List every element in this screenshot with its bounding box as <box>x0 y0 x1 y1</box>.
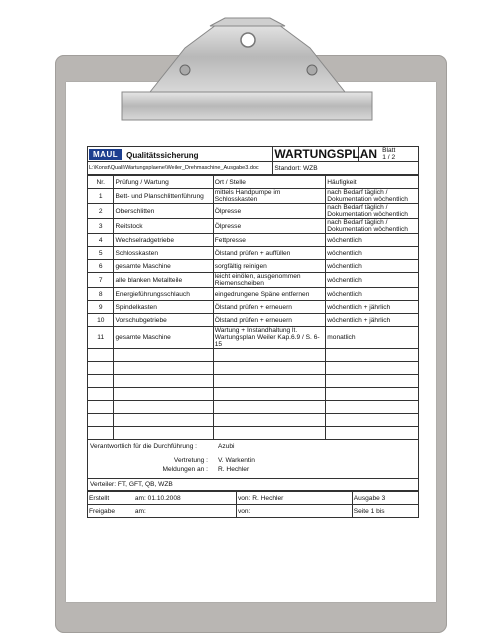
cell-nr: 9 <box>88 301 114 314</box>
cell-haeufigkeit: wöchentlich <box>326 273 419 288</box>
cell-pruefung: gesamte Maschine <box>114 327 213 349</box>
cell-pruefung: Schlosskasten <box>114 247 213 260</box>
cell-ort: mittels Handpumpe im Schlosskasten <box>213 189 326 204</box>
col-header: Ort / Stelle <box>213 176 326 189</box>
table-row <box>88 204 419 219</box>
maintenance-sheet <box>87 146 419 546</box>
verteiler: Verteiler: FT, GFT, QB, WZB <box>90 481 173 488</box>
standort: Standort: WZB <box>273 162 419 175</box>
cell-nr: 10 <box>88 314 114 327</box>
cell-nr: 4 <box>88 234 114 247</box>
cell-ort: eingedrungene Späne entfernen <box>213 288 326 301</box>
cell-nr: 2 <box>88 204 114 219</box>
cell-haeufigkeit: wöchentlich <box>326 247 419 260</box>
empty-row <box>88 362 419 375</box>
ausgabe: Ausgabe 3 <box>352 492 418 505</box>
cell-haeufigkeit: nach Bedarf täglich / Dokumentation wöchentlich <box>326 219 419 234</box>
cell-pruefung: Reitstock <box>114 219 213 234</box>
cell-nr: 3 <box>88 219 114 234</box>
meldungen-label: Meldungen an : <box>162 466 208 473</box>
empty-row <box>88 388 419 401</box>
empty-row <box>88 375 419 388</box>
cell-pruefung: Bett- und Planschlittenführung <box>114 189 213 204</box>
cell-ort: leicht einölen, ausgenommen Riemenscheiben <box>213 273 326 288</box>
vertretung-value: V. Warkentin <box>218 457 255 464</box>
cell-haeufigkeit: monatlich <box>326 327 419 349</box>
col-header: Prüfung / Wartung <box>114 176 213 189</box>
erstellt-label: Erstellt <box>88 492 134 505</box>
page-title: WARTUNGSPLAN <box>274 146 378 161</box>
blatt-label: Blatt <box>382 147 396 154</box>
cell-nr: 1 <box>88 189 114 204</box>
cell-ort: Ölstand prüfen + erneuern <box>213 314 326 327</box>
cell-nr: 11 <box>88 327 114 349</box>
cell-ort: Ölstand prüfen + erneuern <box>213 301 326 314</box>
cell-haeufigkeit: wöchentlich <box>326 288 419 301</box>
cell-pruefung: gesamte Maschine <box>114 260 213 273</box>
table-row <box>88 273 419 288</box>
cell-nr: 8 <box>88 288 114 301</box>
col-header: Nr. <box>88 176 114 189</box>
cell-pruefung: Vorschubgetriebe <box>114 314 213 327</box>
cell-nr: 5 <box>88 247 114 260</box>
table-header-row <box>88 176 419 189</box>
qs-label: Qualitätssicherung <box>126 150 199 160</box>
freigabe-am: am: <box>134 505 237 518</box>
cell-pruefung: Oberschlitten <box>114 204 213 219</box>
erstellt-am: am: 01.10.2008 <box>134 492 237 505</box>
verantwortlich-value: Azubi <box>218 443 235 450</box>
header-table <box>87 146 419 175</box>
seite: Seite 1 bis <box>352 505 418 518</box>
file-path: L:\Konst\Quali\Wartungsplaene\Weiler_Drehmaschine_Ausgabe3.doc <box>88 162 273 175</box>
empty-row <box>88 401 419 414</box>
cell-pruefung: Wechselradgetriebe <box>114 234 213 247</box>
blatt-number: 1 / 2 <box>382 154 396 161</box>
cell-ort: sorgfältig reinigen <box>213 260 326 273</box>
cell-haeufigkeit: wöchentlich <box>326 260 419 273</box>
maul-logo: MAUL <box>89 149 122 160</box>
cell-haeufigkeit: nach Bedarf täglich / Dokumentation wöchentlich <box>326 189 419 204</box>
empty-row <box>88 414 419 427</box>
freigabe-von: von: <box>236 505 352 518</box>
table-row <box>88 247 419 260</box>
vertretung-label: Vertretung : <box>173 457 208 464</box>
meldungen-value: R. Hechler <box>218 466 250 473</box>
table-row <box>88 234 419 247</box>
cell-haeufigkeit: wöchentlich + jährlich <box>326 314 419 327</box>
tasks-table <box>87 175 419 440</box>
cell-ort: Ölpresse <box>213 204 326 219</box>
table-row <box>88 189 419 204</box>
table-row <box>88 260 419 273</box>
cell-ort: Ölstand prüfen + auffüllen <box>213 247 326 260</box>
empty-row <box>88 349 419 362</box>
freigabe-label: Freigabe <box>88 505 134 518</box>
cell-haeufigkeit: nach Bedarf täglich / Dokumentation wöchentlich <box>326 204 419 219</box>
responsibility-box <box>87 440 419 479</box>
cell-ort: Wartung + Instandhaltung lt. Wartungsplan Weiler Kap.6.9 / S. 6-15 <box>213 327 326 349</box>
cell-nr: 7 <box>88 273 114 288</box>
cell-haeufigkeit: wöchentlich + jährlich <box>326 301 419 314</box>
clip-icon[interactable] <box>0 0 501 140</box>
table-row <box>88 219 419 234</box>
cell-pruefung: Spindelkasten <box>114 301 213 314</box>
cell-ort: Fettpresse <box>213 234 326 247</box>
empty-row <box>88 427 419 440</box>
table-row <box>88 288 419 301</box>
cell-nr: 6 <box>88 260 114 273</box>
verteiler-box <box>87 479 419 491</box>
cell-pruefung: Energieführungsschlauch <box>114 288 213 301</box>
cell-ort: Ölpresse <box>213 219 326 234</box>
cell-haeufigkeit: wöchentlich <box>326 234 419 247</box>
table-row <box>88 327 419 349</box>
col-header: Häufigkeit <box>326 176 419 189</box>
logo-cell <box>88 147 273 162</box>
cell-pruefung: alle blanken Metallteile <box>114 273 213 288</box>
table-row <box>88 301 419 314</box>
erstellt-von: von: R. Hechler <box>236 492 352 505</box>
verantwortlich-label: Verantwortlich für die Durchführung : <box>90 443 198 450</box>
table-row <box>88 314 419 327</box>
approval-table <box>87 491 419 518</box>
